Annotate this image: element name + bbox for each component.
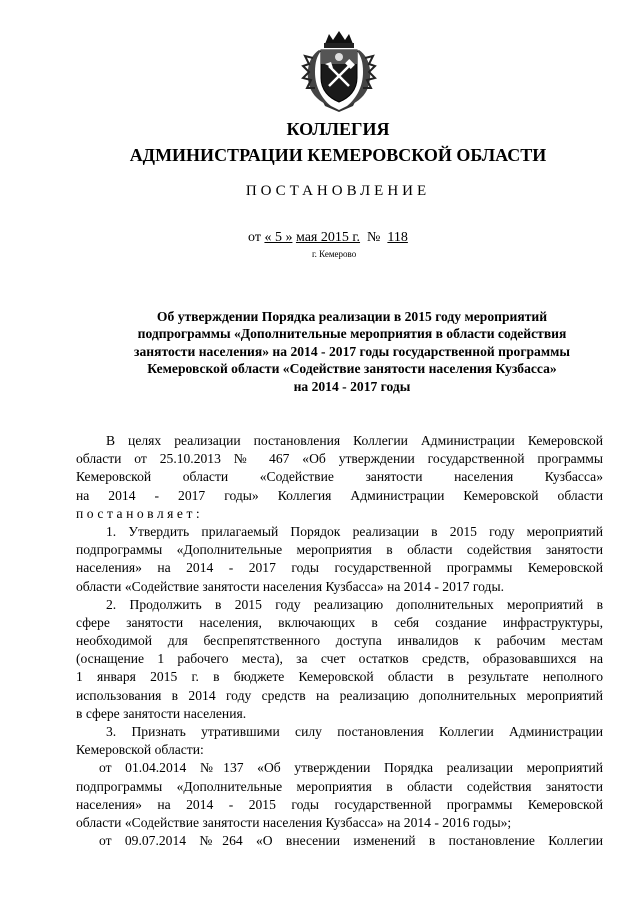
date-day: « 5 » (264, 230, 293, 245)
body-line: населения» на 2014 - 2015 годы государственной программы Кемеровской (76, 796, 603, 812)
body-line: области от 25.10.2013 № 467 «Об утверждении государственной программы (76, 451, 603, 467)
title-line: занятости населения» на 2014 - 2017 годы государственной программы (134, 343, 570, 359)
body-line: (оснащение 1 рабочего места), за счет остатков средств, образовавшихся на (76, 651, 603, 667)
document-type: ПОСТАНОВЛЕНИЕ (245, 183, 431, 199)
date-prefix: от (248, 230, 261, 245)
document-number: 118 (387, 230, 408, 245)
body-line: от 09.07.2014 №264 «О внесении изменений в постановление Коллегии (99, 833, 603, 849)
body-line: в сфере занятости населения. (76, 705, 247, 721)
body-line: Кемеровской области: (76, 742, 204, 758)
title-line: Об утверждении Порядка реализации в 2015 году мероприятий (156, 309, 548, 324)
document-city: г. Кемерово (312, 249, 357, 259)
body-line: использования в 2014 году средств на реализацию дополнительных мероприятий (76, 687, 603, 703)
body-line: 2. Продолжить в 2015 году реализацию дополнительных мероприятий в (106, 596, 603, 612)
body-line: В целях реализации постановления Коллегии Администрации Кемеровской (106, 433, 603, 448)
body-line: постановляет: (76, 505, 204, 521)
body-line: 3. Признать утратившими силу постановления Коллегии Администрации (106, 724, 603, 739)
organization-name-line1: КОЛЛЕГИЯ (286, 119, 390, 139)
body-line: Кемеровской области «Содействие занятости населения Кузбасса» (76, 469, 603, 485)
title-line: подпрограммы «Дополнительные мероприятия в области содействия (137, 326, 567, 342)
title-line: на 2014 - 2017 годы (293, 378, 411, 394)
organization-name-line2: АДМИНИСТРАЦИИ КЕМЕРОВСКОЙ ОБЛАСТИ (129, 145, 547, 165)
document-title (110, 308, 594, 395)
document-body (76, 432, 603, 850)
body-line: области «Содействие занятости населения Кузбасса» на 2014 - 2016 годы»; (76, 814, 512, 830)
body-line: 1. Утвердить прилагаемый Порядок реализации в 2015 году мероприятий (106, 523, 603, 539)
body-line: подпрограммы «Дополнительные мероприятия в области содействия занятости (76, 542, 603, 558)
body-line: необходимой для беспрепятственного доступа инвалидов к рабочим местам (76, 633, 603, 649)
document-date-number (248, 230, 408, 246)
body-line: сфере занятости населения, включающих в себя создание инфраструктуры, (76, 614, 603, 630)
title-line: Кемеровской области «Содействие занятости населения Кузбасса» (147, 361, 557, 377)
coat-of-arms-icon (299, 28, 379, 112)
body-line: подпрограммы «Дополнительные мероприятия в области содействия занятости (76, 778, 603, 794)
date-month-year: мая 2015 г. (295, 230, 361, 245)
body-line: 1 января 2015 г. в бюджете Кемеровской области в результате неполного (76, 669, 603, 685)
body-line: на 2014 - 2017 годы» Коллегия Администрации Кемеровской области (76, 487, 603, 503)
body-line: населения» на 2014 - 2017 годы государственной программы Кемеровской (76, 560, 603, 576)
body-line: области «Содействие занятости населения Кузбасса» на 2014 - 2017 годы. (76, 578, 504, 594)
number-sign: № (367, 230, 381, 245)
body-line: от 01.04.2014 №137 «Об утверждении Порядка реализации мероприятий (99, 760, 603, 776)
